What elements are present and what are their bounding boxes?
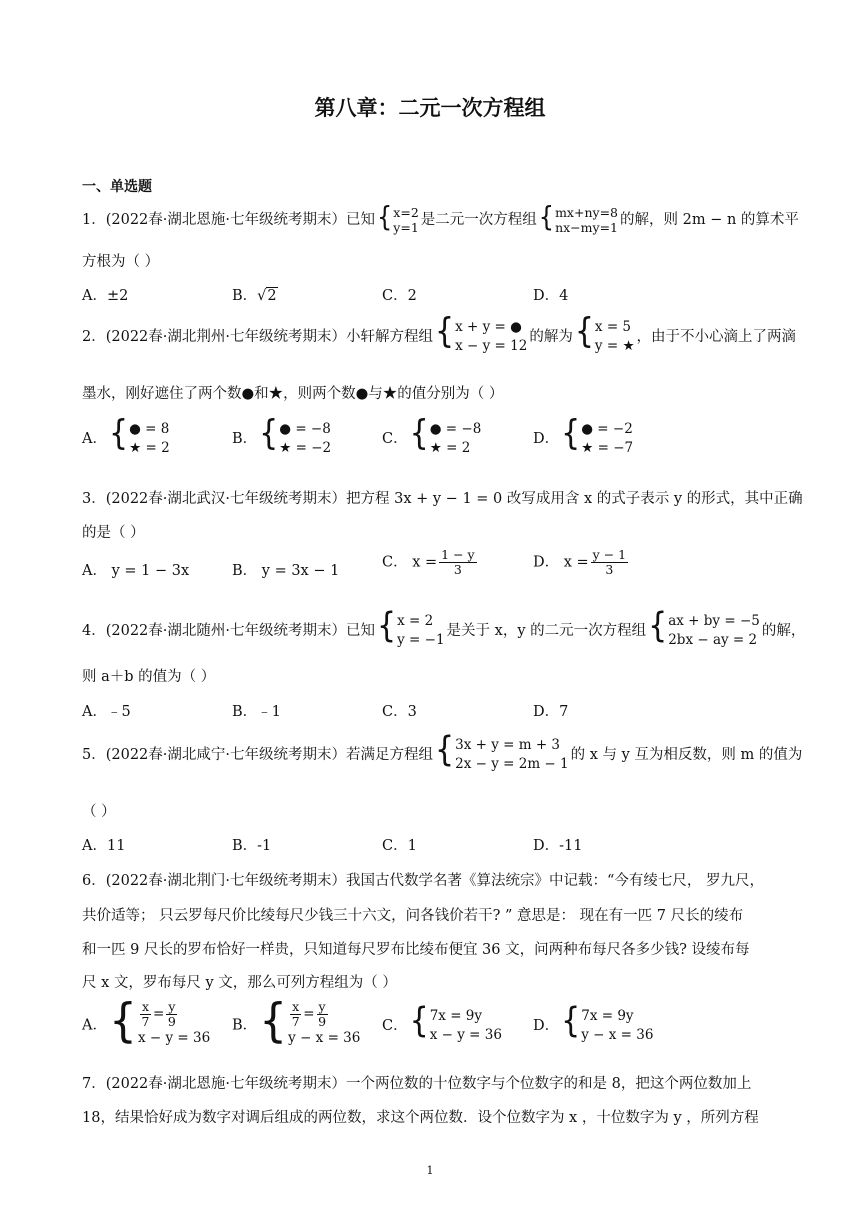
question-5-line2: （ ）	[82, 804, 116, 820]
q1-option-a: A．±2	[82, 288, 129, 304]
q3-option-b: B． y = 3x − 1	[232, 563, 340, 579]
question-4-line2: 则 a＋b 的值为（ ）	[82, 669, 216, 685]
q1-option-d: D．4	[533, 288, 569, 304]
q2-system-a: { x + y = ● x − y = 12	[435, 311, 528, 354]
q1-suffix: 的解，则 2m − n 的算术平	[620, 212, 799, 228]
q2-system-b: { x = 5 y = ★	[574, 311, 635, 354]
q5-option-c: C．1	[382, 838, 417, 854]
question-2-line2: 墨水，刚好遮住了两个数●和★，则两个数●与★的值分别为（ ）	[82, 386, 504, 402]
sqrt-icon: √2	[257, 288, 277, 304]
q4-system-a: { x = 2 y = −1	[377, 605, 445, 648]
q5-option-b: B．-1	[232, 838, 272, 854]
q4-option-b: B．﹣1	[232, 704, 281, 720]
q1-system-a: { x=2 y=1	[377, 200, 419, 235]
q1-prefix: 1．(2022春·湖北恩施·七年级统考期末）已知	[82, 212, 376, 228]
q4-option-c: C．3	[382, 704, 417, 720]
question-2-stem: 2．(2022春·湖北荆州·七年级统考期末）小轩解方程组 { x + y = ● x − y = 12 的解为 { x = 5 y = ★ ，由于不小心滴上了两滴	[82, 311, 797, 354]
q3-option-c: C． x = $\frac{1 - y}{3}$	[382, 547, 475, 577]
q3-option-a: A． y = 1 − 3x	[82, 563, 190, 579]
section-heading: 一、单选题	[82, 179, 152, 195]
q1-option-b: B．√2	[232, 288, 277, 304]
q6-option-a: A． { $\frac{x}{7}$ = $\frac{y}{9}$ x − y = 36	[82, 994, 211, 1049]
question-6-line2: 共价适等； 只云罗每尺价比绫每尺少钱三十六文，问各钱价若干? ” 意思是： 现在有一匹 7 尺长的绫布	[82, 908, 744, 924]
question-7-line2: 18，结果恰好成为数字对调后组成的两位数，求这个两位数．设个位数字为 x ，十位数字为 y ，所列方程	[82, 1110, 759, 1126]
q6-option-b: B． { $\frac{x}{7}$ = $\frac{y}{9}$ y − x = 36	[232, 994, 361, 1049]
q6-option-d: D． { 7x = 9y y − x = 36	[533, 1000, 654, 1043]
question-5-stem: 5．(2022春·湖北咸宁·七年级统考期末）若满足方程组 { 3x + y = m + 3 2x − y = 2m − 1 的 x 与 y 互为相反数，则 m 的值为	[82, 729, 803, 772]
q2-option-d: D． { ● = −2 ★ = −7	[533, 413, 634, 456]
q5-system: { 3x + y = m + 3 2x − y = 2m − 1	[435, 729, 569, 772]
q6-option-c: C． { 7x = 9y x − y = 36	[382, 1000, 502, 1043]
q4-system-b: { ax + by = −5 2bx − ay = 2	[648, 605, 760, 648]
question-7-line1: 7．(2022春·湖北恩施·七年级统考期末）一个两位数的十位数字与个位数字的和是 8，把这个两位数加上	[82, 1076, 752, 1092]
question-6-line1: 6．(2022春·湖北荆门·七年级统考期末）我国古代数学名著《算法统宗》中记载：“今有绫七尺， 罗九尺，	[82, 873, 765, 889]
question-6-line4: 尺 x 文，罗布每尺 y 文，那么可列方程组为（ ）	[82, 975, 397, 991]
q1-option-c: C．2	[382, 288, 417, 304]
q1-mid: 是二元一次方程组	[420, 212, 537, 228]
q4-option-a: A．﹣5	[82, 704, 131, 720]
question-1-stem	[82, 200, 799, 235]
q2-option-a: A． { ● = 8 ★ = 2	[82, 413, 170, 456]
question-6-line3: 和一匹 9 尺长的罗布恰好一样贵，只知道每尺罗布比绫布便宜 36 文，问两种布每尺各多少钱? 设绫布每	[82, 942, 750, 958]
q5-option-a: A．11	[82, 838, 126, 854]
question-3-line1: 3．(2022春·湖北武汉·七年级统考期末）把方程 3x + y − 1 = 0 改写成用含 x 的式子表示 y 的形式，其中正确	[82, 491, 803, 507]
q2-option-b: B． { ● = −8 ★ = −2	[232, 413, 332, 456]
q5-option-d: D．-11	[533, 838, 583, 854]
q1-system-b: { mx+ny=8 nx−my=1	[538, 200, 618, 235]
question-4-stem: 4．(2022春·湖北随州·七年级统考期末）已知 { x = 2 y = −1 是关于 x，y 的二元一次方程组 { ax + by = −5 2bx − ay = 2 的解，	[82, 605, 806, 648]
question-1-line2: 方根为（ ）	[82, 254, 160, 270]
page-title: 第八章：二元一次方程组	[314, 96, 546, 120]
q2-option-c: C． { ● = −8 ★ = 2	[382, 413, 482, 456]
page-number: 1	[426, 1164, 434, 1177]
q4-option-d: D．7	[533, 704, 569, 720]
question-3-line2: 的是（ ）	[82, 525, 145, 541]
q3-option-d: D． x = $\frac{y - 1}{3}$	[533, 547, 627, 577]
